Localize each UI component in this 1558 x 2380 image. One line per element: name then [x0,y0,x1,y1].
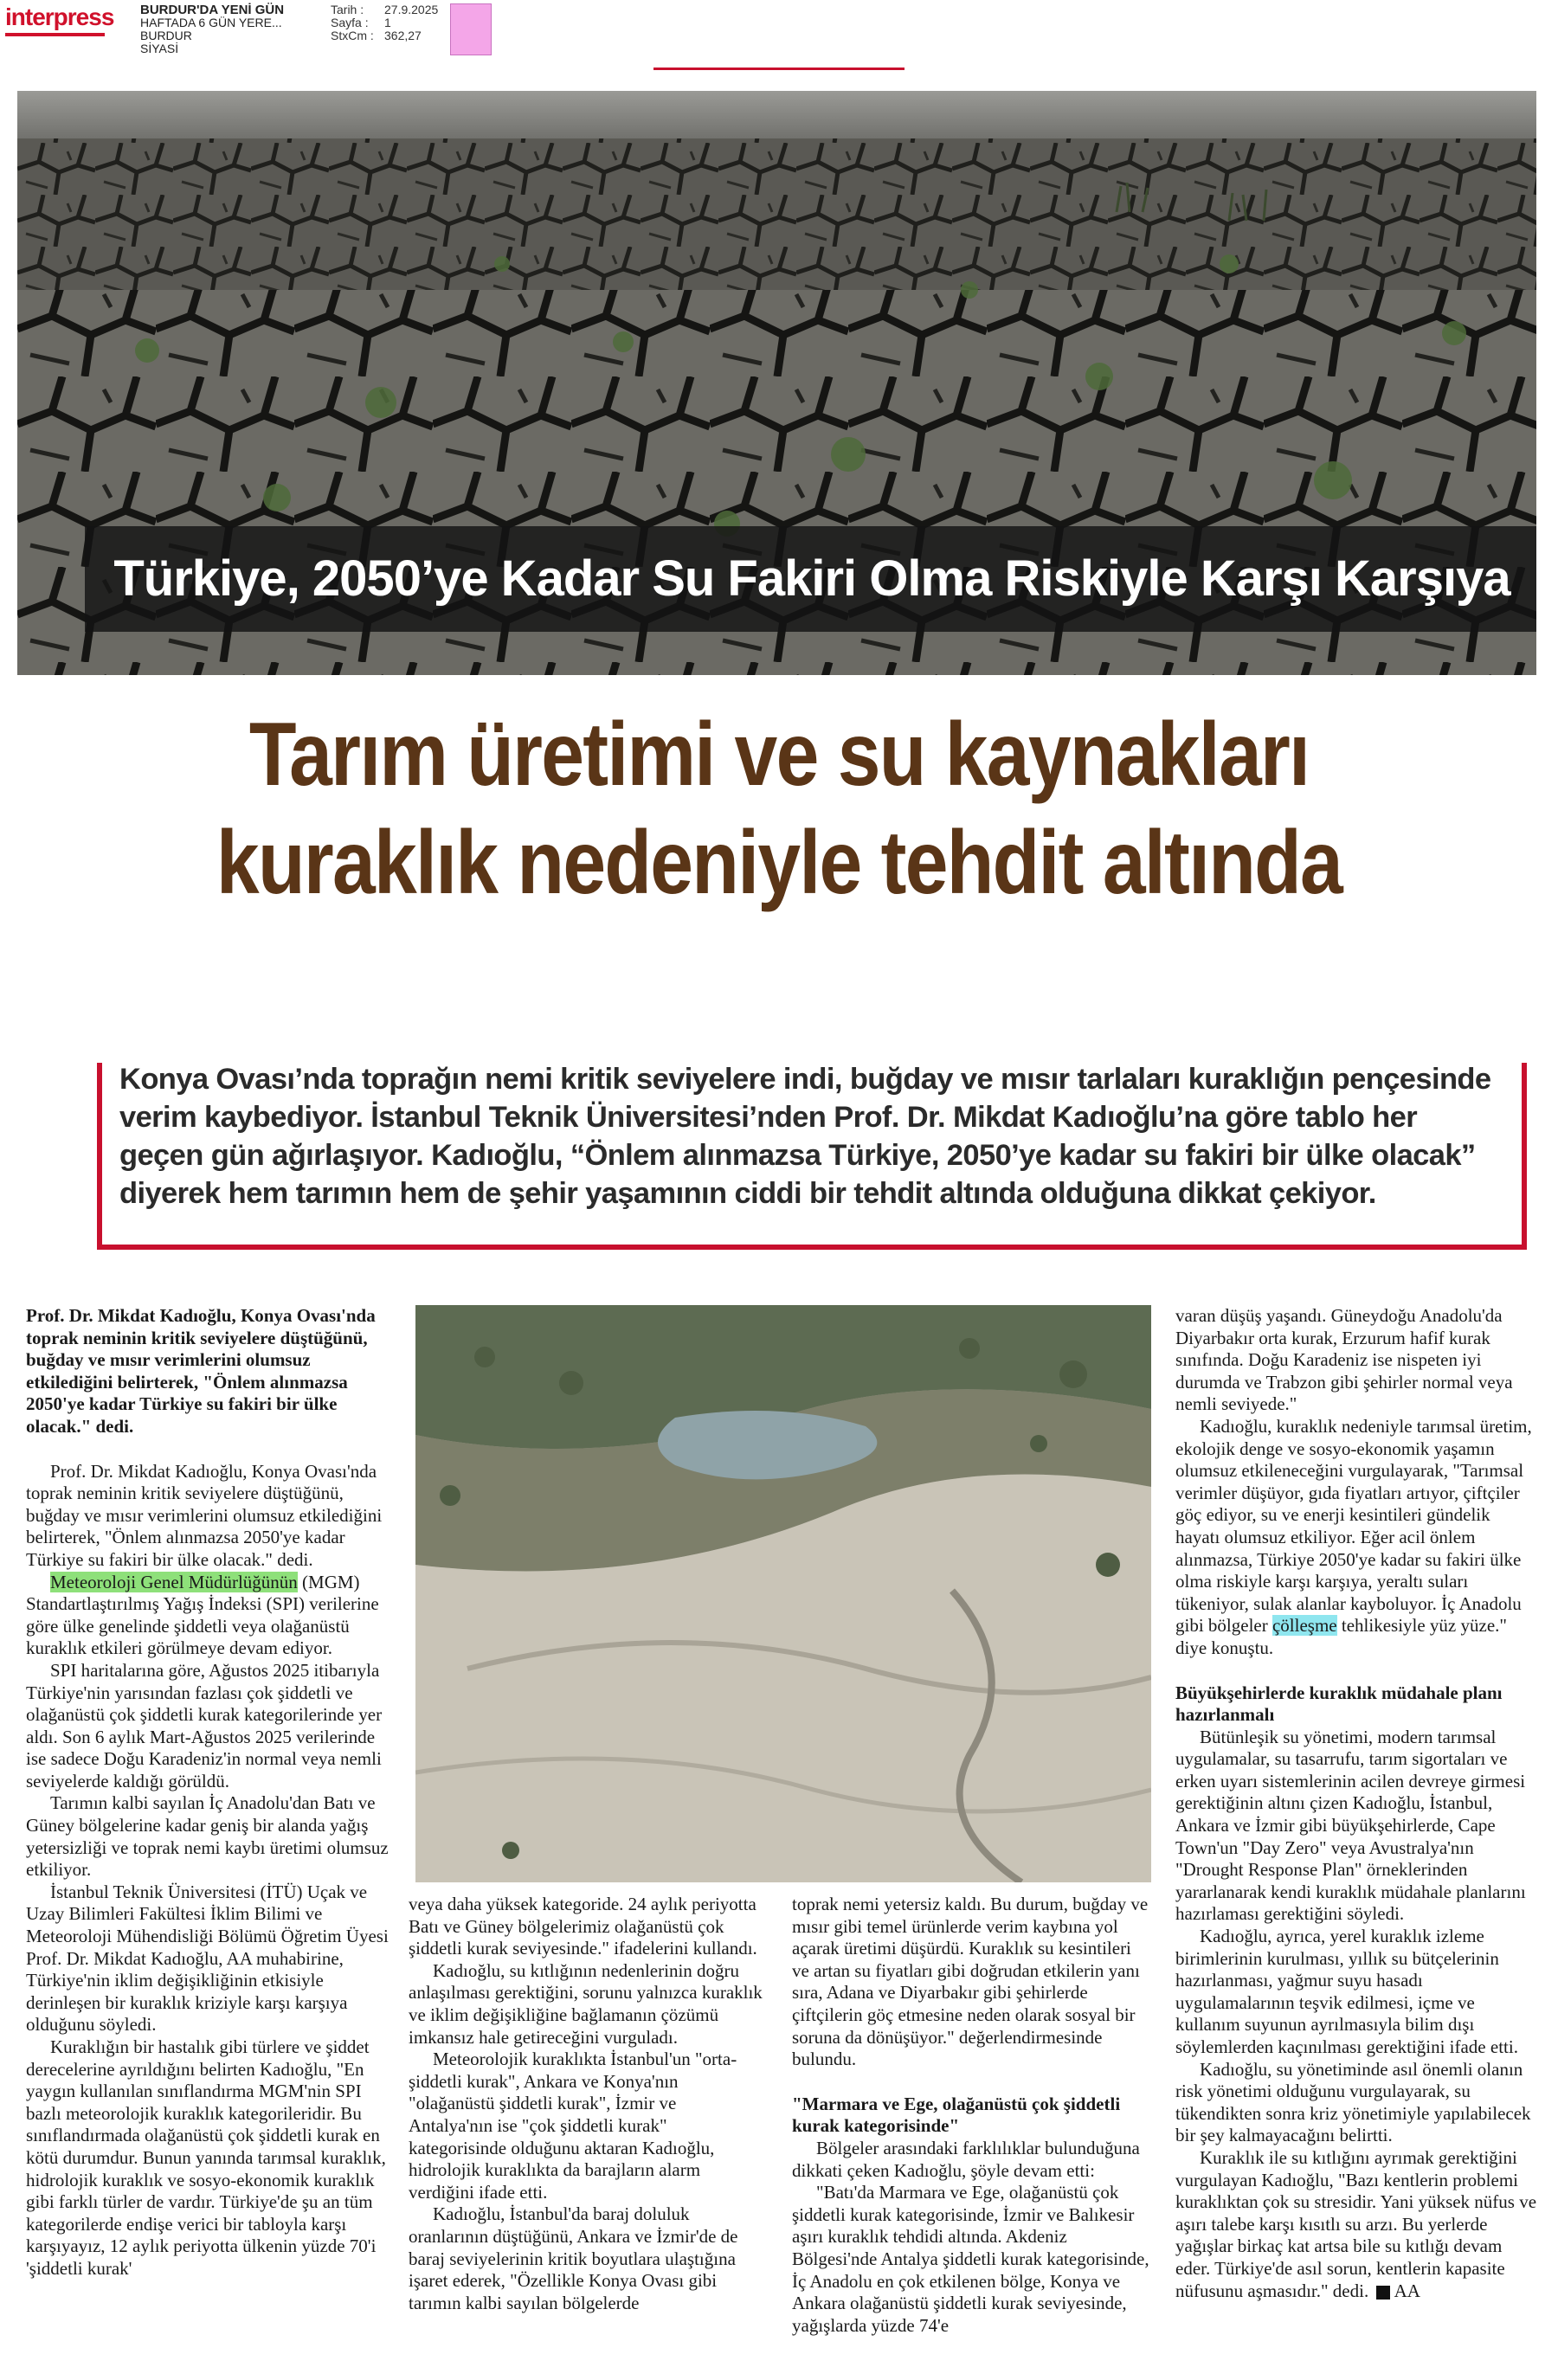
article-paragraph: Kadıoğlu, su kıtlığının nedenlerinin doğru anlaşılması gerektiğini, sorunu yalnızca kuraklık ve iklim değişikliğine bağlamanın çözümü imkansız hale getireceğini vurguladı. [409,1959,763,2048]
interpress-logo: interpress [5,3,114,30]
page-label: Sayfa : [331,16,369,29]
clip-meta [331,3,438,42]
publication-section: SİYASİ [140,42,179,55]
logo-underline [5,33,105,36]
article-paragraph: toprak nemi yetersiz kaldı. Bu durum, buğday ve mısır gibi temel ürünlerde verim kaybına yol açarak üretimi düşürdü. Kuraklık su kesintileri ve artan su fiyatları gibi doğrudan etkilerin yanı sıra, Adana ve Diyarbakır gibi şehirlerde çiftçilerin göç etmesine neden olarak sosyal bir soruna da dönüşüyor." değerlendirmesinde bulundu. [792,1894,1149,2070]
headline-line-1: Tarım üretimi ve su kaynakları [248,704,1310,805]
article-paragraph: veya daha yüksek kategoride. 24 aylık periyotta Batı ve Güney bölgelerimiz olağanüstü çok şiddetli kurak seviyesinde." ifadelerini kullandı. [409,1894,757,1959]
end-mark-icon [1376,2286,1390,2300]
headline-line-2: kuraklık nedeniyle tehdit altında [216,813,1342,913]
article-paragraph: İstanbul Teknik Üniversitesi (İTÜ) Uçak ve Uzay Bilimleri Fakültesi İklim Bilimi ve Meteoroloji Mühendisliği Bölümü Öğretim Üyesi Prof. Dr. Mikdat Kadıoğlu, AA muhabirine, Türkiye'nin iklim değişikliğinin etkisiyle derinleşen bir kuraklık kriziyle karşı karşıya olduğunu söyledi. [26,1881,389,2036]
article-text: Kuraklık ile su kıtlığını ayrımak gerektiğini vurgulayan Kadıoğlu, "Bazı kentlerin problemi kuraklıktan çok su stresidir. Yani yüksek nüfus ve aşırı talebe karşı kısıtlı su arzı. Bu yerlerde yağışlar birkaç kat artsa bile su kıtlığı devam eder. Türkiye'de asıl sorun, kentlerin kapasite nüfusunu aşmasıdır." dedi. [1175,2146,1537,2301]
article-paragraph: Kuraklığın bir hastalık gibi türlere ve şiddet derecelerine ayrıldığını belirten Kadıoğlu, "En yaygın kullanılan sınıflandırma MGM'nin SPI bazlı meteorolojik kuraklık kategorileridir. Bu sınıflandırmada olağanüstü çok şiddetli kurak en kötü durumdur. Bunun yanında tarımsal kuraklık, hidrolojik kuraklık ve sosyo-ekonomik kuraklık gibi farklı türler de vardır. Türkiye'de şu an tüm kategorilerde endişe verici bir tabloyla karşı karşıyayız, 12 aylık periyotta ülkenin yüzde 70'i 'şiddetli kurak' [26,2036,386,2279]
source-credit: AA [1394,2280,1420,2301]
clip-stamp [450,3,492,55]
article-paragraph: varan düşüş yaşandı. Güneydoğu Anadolu'da Diyarbakır orta kurak, Erzurum hafif kurak sınıfında. Doğu Karadeniz ise nispeten iyi durumda ve Trabzon gibi şehirler normal veya nemli seviyede." [1175,1305,1513,1415]
article-paragraph: Bölgeler arasındaki farklılıklar bulunduğuna dikkati çeken Kadıoğlu, şöyle devam etti: [792,2137,1140,2181]
publication-city: BURDUR [140,29,192,42]
publication-info [140,3,284,55]
article-subheading: Büyükşehirlerde kuraklık müdahale planı hazırlanmalı [1175,1682,1503,1726]
article-intro: Prof. Dr. Mikdat Kadıoğlu, Konya Ovası'nda toprak neminin kritik seviyelere düştüğünü, buğday ve mısır verimlerini olumsuz etkilediğini belirterek, "Önlem alınmazsa 2050'ye kadar Türkiye su fakiri bir ülke olacak." dedi. [26,1305,376,1437]
article-text: (MGM) Standartlaştırılmış Yağış İndeksi (SPI) verilerine göre ülke genelinde şiddetli veya olağanüstü kuraklık etkileri görülmeye devam ediyor. [26,1571,379,1659]
article-subheading: "Marmara ve Ege, olağanüstü çok şiddetli kurak kategorisinde" [792,2093,1121,2137]
article-paragraph: Meteorolojik kuraklıkta İstanbul'un "orta-şiddetli kurak", Ankara ve Konya'nın "olağanüstü şiddetli kurak", İzmir ve Antalya'nın ise "çok şiddetli kurak" kategorisinde olduğunu aktaran Kadıoğlu, hidrolojik kuraklıkta da barajların alarm verdiğini ifade etti. [409,2049,737,2203]
article-column-1 [26,1305,394,2280]
date-value: 27.9.2025 [384,3,439,16]
article-paragraph: SPI haritalarına göre, Ağustos 2025 itibarıyla Türkiye'nin yarısından fazlası çok şiddetli ve olağanüstü çok şiddetli kurak kategorilerinde yer aldı. Son 6 aylık Mart-Ağustos 2025 verilerinde ise sadece Doğu Karadeniz'in normal veya nemli seviyelerde kaldığı görüldü. [26,1659,383,1791]
lead-paragraph: Konya Ovası’nda toprağın nemi kritik seviyelere indi, buğday ve mısır tarlaları kuraklığın pençesinde verim kaybediyor. İstanbul Teknik Üniversitesi’nden Prof. Dr. Mikdat Kadıoğlu’na göre tablo her geçen gün ağırlaşıyor. Kadıoğlu, “Önlem alınmazsa Türkiye, 2050’ye kadar su fakiri bir ülke olacak” diyerek hem tarımın hem de şehir yaşamının ciddi bir tehdit altında olduğuna dikkat çekiyor. [119,1063,1491,1210]
article-column-3 [792,1894,1151,2337]
hero-photo [17,91,1536,675]
stxcm-value: 362,27 [384,29,422,42]
article-paragraph: Bütünleşik su yönetimi, modern tarımsal uygulamalar, su tasarrufu, tarım sigortaları ve erken uyarı sistemlerinin acilen devreye girmesi gerektiğinin altını çizen Kadıoğlu, İstanbul, Ankara ve İzmir gibi büyükşehirlerde, Cape Town'un "Day Zero" veya Avustralya'nın "Drought Response Plan" örneklerinden yararlanarak kendi kuraklık müdahale planlarını hazırlaması gerektiğini söyledi. [1175,1726,1526,1925]
dry-reservoir-illustration [415,1305,1151,1882]
article-column-4 [1175,1305,1537,2302]
publication-frequency: HAFTADA 6 GÜN YERE... [140,16,282,29]
main-headline [124,701,1434,917]
article-paragraph: Tarımın kalbi sayılan İç Anadolu'dan Batı ve Güney bölgelerine kadar geniş bir alanda yağış yetersizliği ve toprak nemi kaybı üretimi olumsuz etkiliyor. [26,1792,389,1881]
clipping-header [0,0,1558,61]
page-value: 1 [384,16,391,29]
article-paragraph [26,1572,394,1660]
article-text: Kadıoğlu, kuraklık nedeniyle tarımsal üretim, ekolojik denge ve sosyo-ekonomik yaşamın olumsuz etkileneceğini vurgulayarak, "Tarımsal verimler düşüyor, gıda fiyatları artıyor, çiftçiler göç ediyor, su ve enerji kesintileri gündelik hayatı olumsuz etkiliyor. Eğer acil önlem alınmazsa, Türkiye 2050'ye kadar su fakiri ülke olma riskiyle karşı karşıya, yeraltı suları tükeniyor, sulak alanlar kayboluyor. İç Anadolu gibi bölgeler [1175,1415,1532,1637]
article-paragraph: Prof. Dr. Mikdat Kadıoğlu, Konya Ovası'nda toprak neminin kritik seviyelere düştüğünü, buğday ve mısır verimlerini olumsuz etkilediğini belirterek, "Önlem alınmazsa 2050'ye kadar Türkiye su fakiri bir ülke olacak." dedi. [26,1460,383,1570]
article-paragraph: "Batı'da Marmara ve Ege, olağanüstü çok şiddetli kurak kategorisinde, İzmir ve Balıkesir aşırı kuraklık tehdidi altında. Akdeniz Bölgesi'nde Antalya şiddetli kurak kategorisinde, İç Anadolu en çok etkilenen bölge, Konya ve Ankara olağanüstü şiddetli kurak seviyesinde, yağışlarda yüzde 74'e [792,2182,1149,2336]
stxcm-label: StxCm : [331,29,374,42]
date-label: Tarih : [331,3,364,16]
publication-name: BURDUR'DA YENİ GÜN [140,3,285,17]
reservoir-photo [415,1305,1151,1882]
highlighted-term: Meteoroloji Genel Müdürlüğünün [50,1571,298,1592]
article-column-2 [409,1894,763,2314]
article-paragraph: Kadıoğlu, ayrıca, yerel kuraklık izleme birimlerinin kurulması, yıllık su bütçelerinin hazırlanması, yağmur suyu hasadı uygulamalarının teşvik edilmesi, içme ve kullanım suyunun ayrılmasıyla bilim dışı söylemlerden kaçınılması gerektiğini ifade etti. [1175,1926,1518,2057]
article-paragraph [1175,2147,1537,2302]
highlighted-term: çölleşme [1272,1615,1337,1637]
page-top-rule [653,68,905,70]
article-text: tehlikesiyle yüz yüze." diye konuştu. [1175,1615,1507,1658]
article-paragraph [1175,1416,1537,1660]
hero-ribbon-title: Türkiye, 2050’ye Kadar Su Fakiri Olma Riskiyle Karşı Karşıya [113,550,1510,607]
article-paragraph: Kadıoğlu, su yönetiminde asıl önemli olanın risk yönetimi olduğunu vurgulayarak, su tükendikten sonra kriz yönetimiyle yapılabilecek bir şey kalmayacağını belirtti. [1175,2058,1531,2146]
article-paragraph: Kadıoğlu, İstanbul'da baraj doluluk oranlarının düştüğünü, Ankara ve İzmir'de de baraj seviyelerinin kritik boyutlara ulaştığına işaret ederek, "Özellikle Konya Ovası gibi tarımın kalbi sayılan bölgelerde [409,2203,738,2313]
